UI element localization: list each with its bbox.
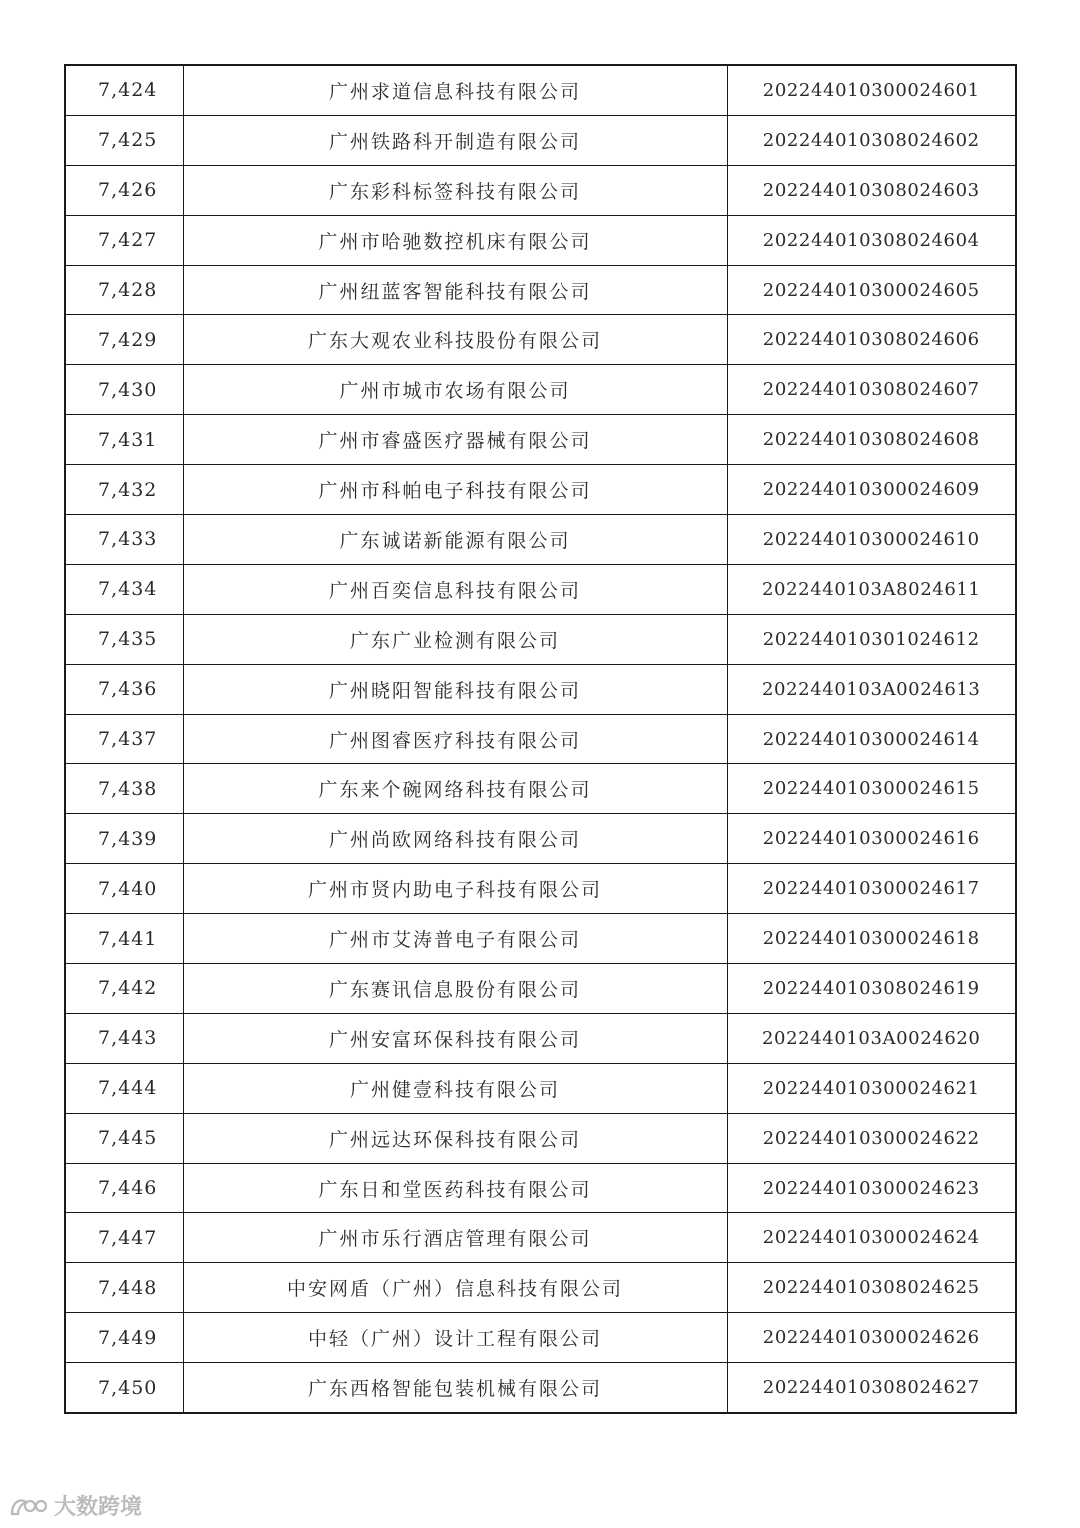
row-seq-number: 7,436 bbox=[65, 664, 183, 714]
row-seq-number: 7,427 bbox=[65, 215, 183, 265]
row-seq-number: 7,449 bbox=[65, 1313, 183, 1363]
table-row bbox=[65, 515, 1016, 565]
table-row bbox=[65, 315, 1016, 365]
row-seq-number: 7,434 bbox=[65, 564, 183, 614]
brand-logo-icon bbox=[8, 1492, 48, 1520]
row-seq-number: 7,426 bbox=[65, 165, 183, 215]
table-row bbox=[65, 265, 1016, 315]
row-company-name: 广州远达环保科技有限公司 bbox=[183, 1113, 727, 1163]
row-registration-code: 202244010300024605 bbox=[727, 265, 1016, 315]
row-seq-number: 7,428 bbox=[65, 265, 183, 315]
table-row bbox=[65, 664, 1016, 714]
table-row bbox=[65, 465, 1016, 515]
row-registration-code: 202244010300024609 bbox=[727, 465, 1016, 515]
row-seq-number: 7,432 bbox=[65, 465, 183, 515]
row-company-name: 广州市城市农场有限公司 bbox=[183, 365, 727, 415]
row-seq-number: 7,448 bbox=[65, 1263, 183, 1313]
row-company-name: 广州铁路科开制造有限公司 bbox=[183, 115, 727, 165]
row-registration-code: 202244010300024623 bbox=[727, 1163, 1016, 1213]
row-seq-number: 7,441 bbox=[65, 914, 183, 964]
table-row bbox=[65, 1213, 1016, 1263]
row-company-name: 广州纽蓝客智能科技有限公司 bbox=[183, 265, 727, 315]
row-seq-number: 7,442 bbox=[65, 964, 183, 1014]
row-company-name: 广东诚诺新能源有限公司 bbox=[183, 515, 727, 565]
row-company-name: 广东彩科标签科技有限公司 bbox=[183, 165, 727, 215]
row-registration-code: 202244010301024612 bbox=[727, 614, 1016, 664]
table-row bbox=[65, 115, 1016, 165]
row-registration-code: 202244010308024625 bbox=[727, 1263, 1016, 1313]
row-registration-code: 202244010308024604 bbox=[727, 215, 1016, 265]
table-row bbox=[65, 65, 1016, 115]
row-company-name: 广州市乐行酒店管理有限公司 bbox=[183, 1213, 727, 1263]
table-row bbox=[65, 1113, 1016, 1163]
row-registration-code: 202244010300024618 bbox=[727, 914, 1016, 964]
row-company-name: 广东广业检测有限公司 bbox=[183, 614, 727, 664]
row-registration-code: 202244010308024608 bbox=[727, 415, 1016, 465]
row-registration-code: 2022440103A8024611 bbox=[727, 564, 1016, 614]
table-row bbox=[65, 1063, 1016, 1113]
row-registration-code: 202244010300024610 bbox=[727, 515, 1016, 565]
row-seq-number: 7,445 bbox=[65, 1113, 183, 1163]
table-row bbox=[65, 1363, 1016, 1413]
row-seq-number: 7,435 bbox=[65, 614, 183, 664]
table-row bbox=[65, 614, 1016, 664]
row-company-name: 广东大观农业科技股份有限公司 bbox=[183, 315, 727, 365]
watermark bbox=[8, 1490, 142, 1521]
row-company-name: 广州百奕信息科技有限公司 bbox=[183, 564, 727, 614]
row-registration-code: 202244010300024617 bbox=[727, 864, 1016, 914]
table-row bbox=[65, 814, 1016, 864]
table-row bbox=[65, 864, 1016, 914]
row-seq-number: 7,446 bbox=[65, 1163, 183, 1213]
table-row bbox=[65, 365, 1016, 415]
row-seq-number: 7,438 bbox=[65, 764, 183, 814]
row-company-name: 广州图睿医疗科技有限公司 bbox=[183, 714, 727, 764]
row-registration-code: 2022440103A0024613 bbox=[727, 664, 1016, 714]
row-seq-number: 7,437 bbox=[65, 714, 183, 764]
row-company-name: 广州市哈驰数控机床有限公司 bbox=[183, 215, 727, 265]
row-company-name: 广州市贤内助电子科技有限公司 bbox=[183, 864, 727, 914]
row-company-name: 广东赛讯信息股份有限公司 bbox=[183, 964, 727, 1014]
row-registration-code: 202244010300024601 bbox=[727, 65, 1016, 115]
table-row bbox=[65, 914, 1016, 964]
row-company-name: 广州求道信息科技有限公司 bbox=[183, 65, 727, 115]
row-company-name: 广州健壹科技有限公司 bbox=[183, 1063, 727, 1113]
row-seq-number: 7,443 bbox=[65, 1013, 183, 1063]
row-seq-number: 7,430 bbox=[65, 365, 183, 415]
row-company-name: 广东西格智能包装机械有限公司 bbox=[183, 1363, 727, 1413]
row-registration-code: 202244010308024619 bbox=[727, 964, 1016, 1014]
row-seq-number: 7,431 bbox=[65, 415, 183, 465]
table-body bbox=[65, 65, 1016, 1413]
row-registration-code: 202244010300024626 bbox=[727, 1313, 1016, 1363]
table-row bbox=[65, 964, 1016, 1014]
row-company-name: 广州市艾涛普电子有限公司 bbox=[183, 914, 727, 964]
row-seq-number: 7,439 bbox=[65, 814, 183, 864]
table-row bbox=[65, 564, 1016, 614]
row-registration-code: 2022440103A0024620 bbox=[727, 1013, 1016, 1063]
row-registration-code: 202244010308024606 bbox=[727, 315, 1016, 365]
row-seq-number: 7,450 bbox=[65, 1363, 183, 1413]
row-seq-number: 7,425 bbox=[65, 115, 183, 165]
table-row bbox=[65, 415, 1016, 465]
row-company-name: 广州市科帕电子科技有限公司 bbox=[183, 465, 727, 515]
row-registration-code: 202244010300024624 bbox=[727, 1213, 1016, 1263]
row-registration-code: 202244010300024616 bbox=[727, 814, 1016, 864]
row-company-name: 广州晓阳智能科技有限公司 bbox=[183, 664, 727, 714]
table-row bbox=[65, 1013, 1016, 1063]
row-registration-code: 202244010308024603 bbox=[727, 165, 1016, 215]
watermark-text: 大数跨境 bbox=[54, 1495, 143, 1520]
table-row bbox=[65, 215, 1016, 265]
table-row bbox=[65, 1163, 1016, 1213]
table-row bbox=[65, 165, 1016, 215]
row-company-name: 广东日和堂医药科技有限公司 bbox=[183, 1163, 727, 1213]
row-registration-code: 202244010300024615 bbox=[727, 764, 1016, 814]
row-registration-code: 202244010300024622 bbox=[727, 1113, 1016, 1163]
row-seq-number: 7,447 bbox=[65, 1213, 183, 1263]
row-registration-code: 202244010300024621 bbox=[727, 1063, 1016, 1113]
row-company-name: 中安网盾（广州）信息科技有限公司 bbox=[183, 1263, 727, 1313]
row-company-name: 广东来个碗网络科技有限公司 bbox=[183, 764, 727, 814]
row-registration-code: 202244010308024627 bbox=[727, 1363, 1016, 1413]
row-registration-code: 202244010308024602 bbox=[727, 115, 1016, 165]
row-seq-number: 7,433 bbox=[65, 515, 183, 565]
row-company-name: 广州尚欧网络科技有限公司 bbox=[183, 814, 727, 864]
table-row bbox=[65, 764, 1016, 814]
table-row bbox=[65, 714, 1016, 764]
row-company-name: 中轻（广州）设计工程有限公司 bbox=[183, 1313, 727, 1363]
table-row bbox=[65, 1263, 1016, 1313]
row-seq-number: 7,429 bbox=[65, 315, 183, 365]
row-seq-number: 7,440 bbox=[65, 864, 183, 914]
row-company-name: 广州市睿盛医疗器械有限公司 bbox=[183, 415, 727, 465]
row-seq-number: 7,424 bbox=[65, 65, 183, 115]
row-company-name: 广州安富环保科技有限公司 bbox=[183, 1013, 727, 1063]
company-registry-table bbox=[64, 64, 1017, 1414]
row-seq-number: 7,444 bbox=[65, 1063, 183, 1113]
row-registration-code: 202244010300024614 bbox=[727, 714, 1016, 764]
row-registration-code: 202244010308024607 bbox=[727, 365, 1016, 415]
table-row bbox=[65, 1313, 1016, 1363]
